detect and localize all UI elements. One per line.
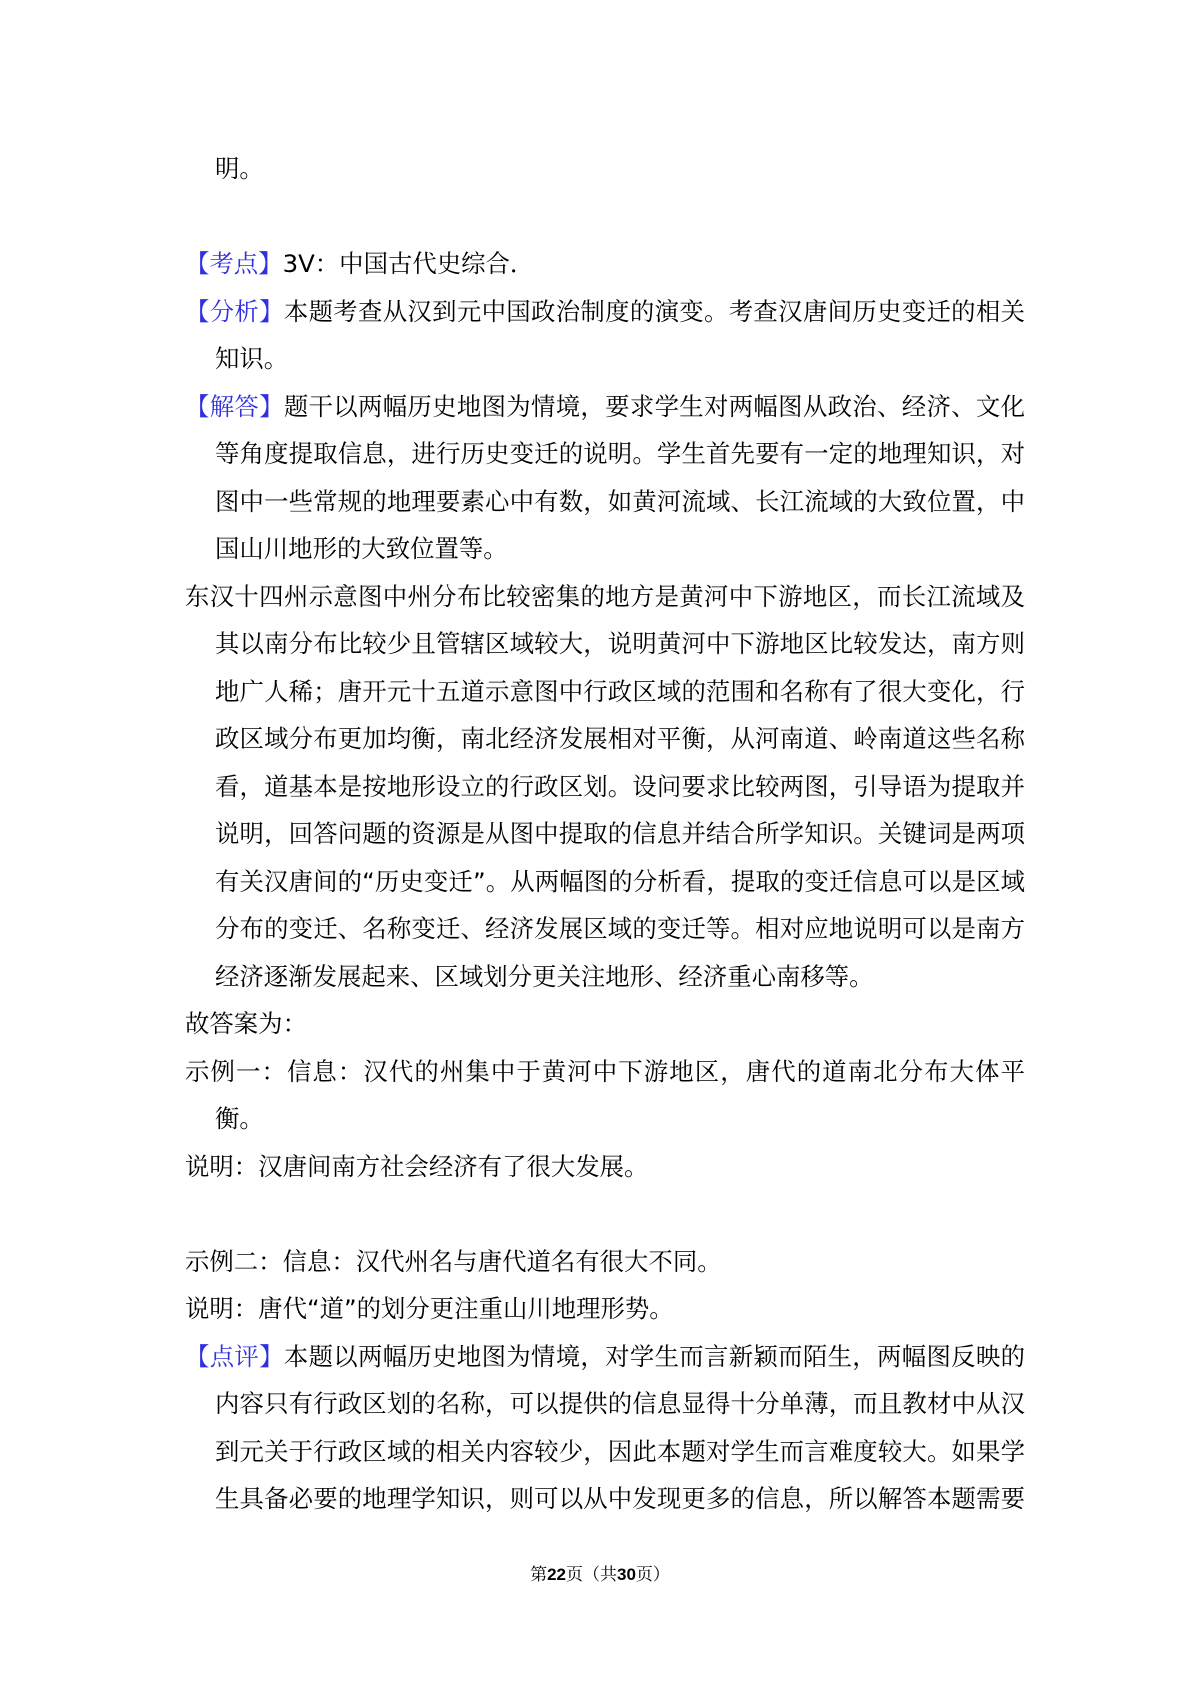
dianping-text: 本题以两幅历史地图为情境，对学生而言新颖而陌生，两幅图反映的 [283, 1341, 1025, 1371]
fenxi-text: 本题考查从汉到元中国政治制度的演变。考查汉唐间历史变迁的相关 [283, 296, 1025, 326]
example-1-info-line: 示例一：信息：汉代的州集中于黄河中下游地区，唐代的道南北分布大体平 [185, 1056, 1025, 1086]
dianping-paragraph [0, 1333, 1200, 1523]
fenxi-line [185, 288, 1025, 336]
section-label-jieda: 【解答】 [185, 391, 284, 421]
page-footer [0, 1563, 1200, 1587]
analysis-line: 看，道基本是按地形设立的行政区划。设问要求比较两图，引导语为提取并 [215, 771, 1025, 801]
example-1-info-line: 衡。 [215, 1104, 264, 1133]
jieda-line: 等角度提取信息，进行历史变迁的说明。学生首先要有一定的地理知识，对 [215, 439, 1025, 468]
analysis-line: 其以南分布比较少且管辖区域较大，说明黄河中下游地区比较发达，南方则 [215, 629, 1025, 658]
analysis-line: 东汉十四州示意图中州分布比较密集的地方是黄河中下游地区，而长江流域及 [185, 581, 1025, 611]
kaodian-text: 3V：中国古代史综合． [282, 249, 535, 278]
jieda-line [185, 383, 1025, 431]
dianping-line: 到元关于行政区域的相关内容较少，因此本题对学生而言难度较大。如果学 [215, 1436, 1025, 1466]
section-label-dianping: 【点评】 [185, 1341, 284, 1371]
kaodian-line [185, 240, 1025, 288]
blank-line [0, 193, 1200, 241]
analysis-line: 政区域分布更加均衡，南北经济发展相对平衡，从河南道、岭南道这些名称 [215, 724, 1025, 753]
footer-suffix: 页） [635, 1565, 670, 1584]
example-2-explanation: 说明：唐代“道”的划分更注重山川地理形势。 [185, 1294, 674, 1323]
analysis-line: 说明，回答问题的资源是从图中提取的信息并结合所学知识。关键词是两项 [215, 819, 1025, 848]
section-label-kaodian: 【考点】 [185, 249, 283, 278]
continuation-line: 明。 [215, 154, 264, 183]
blank-line [0, 1190, 1200, 1238]
example-1-explanation: 说明：汉唐间南方社会经济有了很大发展。 [185, 1151, 649, 1181]
analysis-paragraph [0, 573, 1200, 1001]
analysis-line: 经济逐渐发展起来、区域划分更关注地形、经济重心南移等。 [215, 961, 874, 991]
analysis-line: 分布的变迁、名称变迁、经济发展区域的变迁等。相对应地说明可以是南方 [215, 914, 1025, 943]
fenxi-line: 知识。 [215, 344, 289, 373]
jieda-paragraph [0, 383, 1200, 573]
footer-page-number: 22 [547, 1565, 566, 1584]
answer-intro: 故答案为： [185, 1009, 307, 1038]
kaodian-paragraph [0, 240, 1200, 288]
jieda-line: 国山川地形的大致位置等。 [215, 534, 508, 563]
dianping-line: 生具备必要的地理学知识，则可以从中发现更多的信息，所以解答本题需要 [215, 1484, 1025, 1513]
section-label-fenxi: 【分析】 [185, 296, 284, 326]
fenxi-paragraph [0, 288, 1200, 383]
continuation-paragraph [0, 145, 1200, 193]
analysis-line: 地广人稀；唐开元十五道示意图中行政区域的范围和名称有了很大变化，行 [215, 676, 1025, 706]
dianping-line: 内容只有行政区划的名称，可以提供的信息显得十分单薄，而且教材中从汉 [215, 1389, 1025, 1418]
footer-total-pages: 30 [617, 1565, 636, 1584]
footer-middle: 页（共 [566, 1565, 617, 1584]
analysis-line: 有关汉唐间的“历史变迁”。从两幅图的分析看，提取的变迁信息可以是区域 [215, 866, 1025, 896]
dianping-line [185, 1333, 1025, 1381]
jieda-line: 图中一些常规的地理要素心中有数，如黄河流域、长江流域的大致位置，中 [215, 486, 1025, 516]
example-2-info: 示例二：信息：汉代州名与唐代道名有很大不同。 [185, 1246, 722, 1276]
page-content [0, 145, 1200, 1523]
example-2-paragraph [0, 1238, 1200, 1333]
footer-prefix: 第 [530, 1565, 548, 1584]
jieda-text: 题干以两幅历史地图为情境，要求学生对两幅图从政治、经济、文化 [283, 391, 1025, 421]
example-1-paragraph [0, 1048, 1200, 1191]
